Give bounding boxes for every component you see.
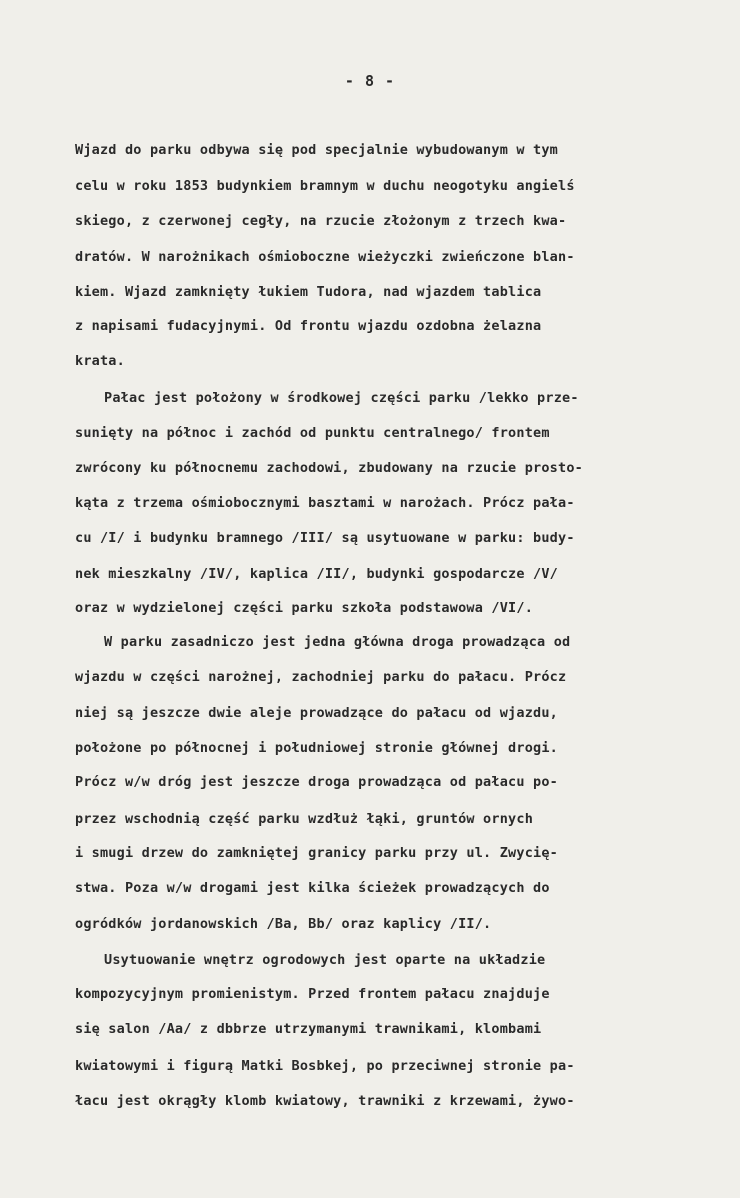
text-line: się salon /Aa/ z dbbrze utrzymanymi trawnikami, klombami	[75, 1021, 542, 1037]
text-line: łacu jest okrągły klomb kwiatowy, trawniki z krzewami, żywo-	[75, 1093, 575, 1109]
text-line: cu /I/ i budynku bramnego /III/ są usytuowane w parku: budy-	[75, 530, 575, 546]
text-line: oraz w wydzielonej części parku szkoła podstawowa /VI/.	[75, 600, 534, 616]
text-line: położone po północnej i południowej stronie głównej drogi.	[75, 740, 559, 756]
text-line: Pałac jest położony w środkowej części parku /lekko prze-	[104, 390, 579, 406]
text-line: kąta z trzema ośmiobocznymi basztami w narożach. Prócz pała-	[75, 495, 575, 511]
text-line: nek mieszkalny /IV/, kaplica /II/, budynki gospodarcze /V/	[75, 566, 559, 582]
page-number: - 8 -	[344, 72, 396, 90]
text-line: sunięty na północ i zachód od punktu centralnego/ frontem	[75, 425, 550, 441]
text-line: wjazdu w części narożnej, zachodniej parku do pałacu. Prócz	[75, 669, 567, 685]
text-line: dratów. W narożnikach ośmioboczne wieżyczki zwieńczone blan-	[75, 249, 575, 265]
text-line: z napisami fudacyjnymi. Od frontu wjazdu ozdobna żelazna	[75, 318, 542, 334]
text-line: kompozycyjnym promienistym. Przed frontem pałacu znajduje	[75, 986, 550, 1002]
text-line: przez wschodnią część parku wzdłuż łąki, gruntów ornych	[75, 811, 534, 827]
text-line: zwrócony ku północnemu zachodowi, zbudowany na rzucie prosto-	[75, 460, 583, 476]
text-line: niej są jeszcze dwie aleje prowadzące do pałacu od wjazdu,	[75, 705, 559, 721]
text-line: i smugi drzew do zamkniętej granicy parku przy ul. Zwycię-	[75, 845, 559, 861]
text-line: krata.	[75, 353, 125, 369]
text-line: Prócz w/w dróg jest jeszcze droga prowadząca od pałacu po-	[75, 774, 559, 790]
text-line: ogródków jordanowskich /Ba, Bb/ oraz kaplicy /II/.	[75, 916, 492, 932]
text-line: skiego, z czerwonej cegły, na rzucie złożonym z trzech kwa-	[75, 213, 567, 229]
text-line: Usytuowanie wnętrz ogrodowych jest oparte na układzie	[104, 952, 546, 968]
text-line: stwa. Poza w/w drogami jest kilka ścieżek prowadzących do	[75, 880, 550, 896]
text-line: W parku zasadniczo jest jedna główna droga prowadząca od	[104, 634, 571, 650]
text-line: Wjazd do parku odbywa się pod specjalnie wybudowanym w tym	[75, 142, 559, 158]
text-line: kiem. Wjazd zamknięty łukiem Tudora, nad wjazdem tablica	[75, 284, 542, 300]
text-line: kwiatowymi i figurą Matki Bosbkej, po przeciwnej stronie pa-	[75, 1058, 575, 1074]
text-line: celu w roku 1853 budynkiem bramnym w duchu neogotyku angielś	[75, 178, 575, 194]
